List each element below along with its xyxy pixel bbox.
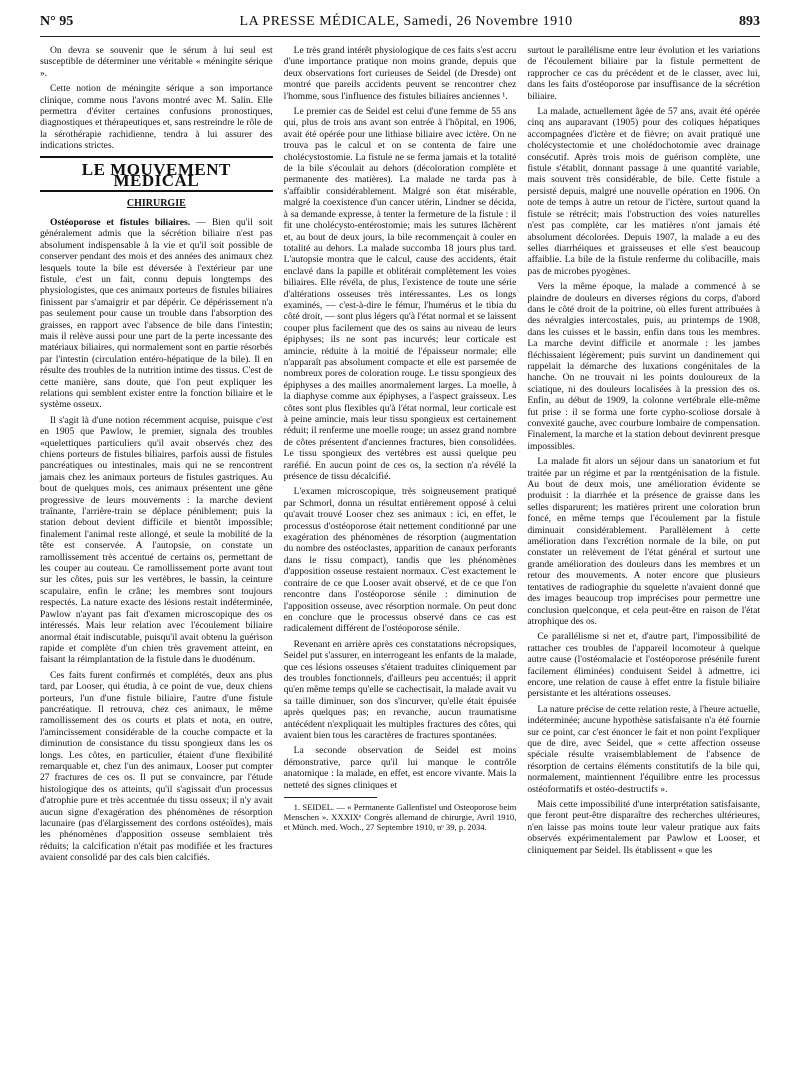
paragraph-text: — Bien qu'il soit généralement admis que la sécrétion biliaire n'est pas absolument indispensable à la vie et qu'il soit possible de conserver pendant des mois et des années des animaux chez lesquels toute la bile est déversée à l'extérieur par une fistule, c'est un fait, connu depuis longtemps des physiologistes, que ces animaux porteurs de fistules biliaires finissent par s'amaigrir et par dépérir. Ce dépérissement n'a pas seulement pour cause un trouble dans l'absorption des graisses, en rapport avec l'absence de bile dans l'intestin; mais il relève aussi pour une part de la perte incessante des matériaux biliaires, qui normalement sont en partie résorbés par l'intestin (circulation entéro-hépatique de la bile). Il en résulte des troubles de la nutrition intime des tissus. C'est de cette manière, sans doute, que l'on peut expliquer les relations qui semblent exister entre la fonction biliaire et le système osseux.: [40, 216, 273, 411]
paragraph: Il s'agit là d'une notion récemment acquise, puisque c'est en 1905 que Pawlow, le premier, signala des troubles «quelettiques particuliers qu'il avait observés chez des chiens porteurs de fistules biliaires, parfois aussi de fistules pancréatiques ou intestinales, mais qui ne se rencontrent jamais chez les animaux porteurs de fistules gastriques. Au bout de quelques mois, ces animaux présentent une gêne progressive de leurs mouvements : la marche devient traînante, l'arrière-train se déplace péniblement; puis la station debout devient difficile et bientôt impossible; finalement l'animal reste allongé, et seule la mobilité de la tête est conservée. A l'autopsie, on constate un ramollissement très accentué de certains os, permettant de les couper au couteau. Ce ramollissement porte avant tout sur les côtes, puis sur les vertèbres, le bassin, la ceinture scapulaire, enfin le crâne; les membres sont toujours respectés. La nature exacte des lésions restait indéterminée, Pawlow n'ayant pas fait d'examen microscopique des os intéressés. Mais leur relation avec l'écoulement biliaire anormal était indiscutable, puisqu'il avait obtenu la guérison rapide et complète d'un chien très gravement atteint, en faisant la réimplantation de la fistule dans le duodénum.: [40, 414, 273, 666]
paragraph: Cette notion de méningite sérique a son importance clinique, comme nous l'avons montré avec M. Salin. Elle permettra d'éviter certaines confusions pronostiques, diagnostiques et thérapeutiques et, sans restreindre le rôle de la sérothérapie rachidienne, tendra à lui assurer des indications strictes.: [40, 83, 273, 152]
journal-title: LA PRESSE MÉDICALE, Samedi, 26 Novembre 1910: [239, 14, 573, 29]
paragraph: Le premier cas de Seidel est celui d'une femme de 55 ans qui, plus de trois ans avant son entrée à l'hôpital, en 1906, avait été opérée pour une lithiase biliaire avec ictère. On ne trouva pas le calcul et on se contenta de faire une cholécystostomie. La fistule ne se ferma jamais et la totalité de la bile s'écoulait au dehors (décoloration complète et permanente des matières). La malade ne tarda pas à s'affaiblir considérablement. Malgré son état misérable, malgré la coexistence d'un cancer utérin, Lindner se décida, à sa demande expresse, à tenter la fermeture de la fistule : il fit une cholécysto-entérostomie; mais les sutures lâchèrent et, au bout de deux jours, la bile recommençait à couler en totalité au dehors. La malade succomba 18 jours plus tard. L'autopsie montra que le calcul, cause des accidents, était enclavé dans la papille et oblitérait complètement les voies biliaires. Elle révéla, de plus, l'existence de toute une série d'altérations osseuses très intéressantes. Les os longs examinés, — c'est-à-dire le fémur, l'humérus et le tibia du côté droit, — sont plus légers qu'à l'état normal et se laissent couper plus facilement que des os sains au niveau de leurs épiphyses; ils ne sont pas incurvés; leur corticale est amincie, réduite à la moitié de l'épaisseur normale; elle n'apparaît pas absolument compacte et elle est parsemée de nombreux pores de coloration rouge. Le tissu spongieux des épiphyses a des mailles anormalement larges. La moelle, à la diaphyse comme aux épiphyses, a l'aspect graisseux. Les côtes sont plus flexibles qu'à l'état normal, leur corticale est à peine amincie, mais leur tissu spongieux est certainement réduit; il renferme une moelle rouge; un assez grand nombre de côtes présentent d'anciennes fractures, bien consolidées. Le tissu spongieux des vertèbres est aussi quelque peu raréfié. En aucun point de ces os, la section n'a révélé la présence de tissu décalcifié.: [283, 106, 517, 483]
running-header: [40, 14, 760, 30]
column-2: [284, 45, 517, 868]
paragraph: La malade, actuellement âgée de 57 ans, avait été opérée cinq ans auparavant (1905) pour des coliques hépatiques accompagnées d'ictère et de fièvre; on avait pratiqué une cholécystectomie et une cholédochotomie avec drainage consécutif. Après trois mois de guérison complète, une fistule s'établit, donnant passage à une quantité variable, mais souvent très considérable, de bile. Cette fistule a persisté depuis, malgré une nouvelle opération en 1906. On note de temps à autre un retour de l'ictère, surtout quand la fistule se rétrécit; mais l'obstruction des voies naturelles n'est pas complète, car les matières n'ont jamais été absolument décolorées. Depuis 1907, la malade a eu des selles diarrhéiques et graisseuses et elle s'est beaucoup affaiblie. La bile de la fistule renferme du colibacille, mais pas de microbes pyogènes.: [527, 106, 761, 277]
column-3: [527, 45, 760, 868]
footnote-rule: [284, 797, 377, 798]
paragraph: L'examen microscopique, très soigneusement pratiqué par Schmorl, donna un résultat entièrement opposé à celui qu'avait trouvé Looser chez ses animaux : ici, en effet, le processus d'ostéoporose était nettement conditionné par une exagération des phénomènes de résorption (augmentation du nombre des ostéoclastes, apparition de canaux perforants dans le tissu compact), tandis que les phénomènes d'apposition osseuse restaient normaux. C'est exactement le contraire de ce que Looser avait observé, et de ce que l'on rencontre dans l'ostéoporose sénile : diminution de l'apposition osseuse, avec résorption normale. On peut donc en conclure que le processus observé dans ce cas est radicalement différent de l'ostéoporose sénile.: [283, 486, 517, 635]
issue-number: N° 95: [40, 14, 74, 29]
subsection-title: CHIRURGIE: [126, 198, 186, 210]
paragraph: Ce parallélisme si net et, d'autre part, l'impossibilité de rattacher ces troubles de l'appareil locomoteur à quelque autre cause (l'ostéomalacie et l'ostéoporose présénile furent facilement éliminées) conduisent Seidel à admettre, ici encore, une relation de cause à effet entre la fistule biliaire persistante et les altérations osseuses.: [527, 631, 761, 700]
paragraph: Vers la même époque, la malade a commencé à se plaindre de douleurs en diverses régions du corps, d'abord dans le côté droit de la poitrine, où elles furent attribuées à des névralgies intercostales, puis, au printemps de 1908, dans les cuisses et le bassin, enfin dans tous les membres. La marche devint difficile et anormale : les jambes fléchissaient légèrement; puis survint un dandinement qui rappelait la démarche des luxations congénitales de la hanche. On ne trouvait ni les points douloureux de la sciatique, ni des douleurs localisées à la pression des os. Enfin, au début de 1909, la colonne vertébrale elle-même fut prise : il se forma une forte cypho-scoliose dorsale à convexité gauche, avec courbure lombaire de compensation. Finalement, la marche et la station debout devinrent presque impossibles.: [527, 281, 761, 452]
paragraph: On devra se souvenir que le sérum à lui seul est susceptible de déterminer une véritable « méningite sérique ».: [40, 45, 273, 79]
column-1: [40, 45, 273, 868]
text-columns: [40, 45, 760, 868]
article-runin-title: Ostéoporose et fistules biliaires.: [50, 216, 191, 228]
header-rule: [40, 36, 760, 37]
paragraph: Le très grand intérêt physiologique de ces faits s'est accru d'une importance pratique non moins grande, depuis que deux observations fort curieuses de Seidel (de Dresde) ont montré que pareils accidents peuvent se rencontrer chez l'homme, sous l'influence des fistules biliaires anciennes ¹.: [283, 45, 517, 102]
footnote: 1. SEIDEL. — « Permanente Gallenfistel und Osteoporose beim Menschen ». XXXIXᵉ Congrès allemand de chirurgie, Avril 1910, et Münch. med. Woch., 27 Septembre 1910, nᵒ 39, p. 2034.: [283, 802, 517, 832]
paragraph: Ces faits furent confirmés et complétés, deux ans plus tard, par Looser, qui étudia, à ce point de vue, deux chiens porteurs, l'un d'une fistule biliaire, l'autre d'une fistule pancréatique. Il retrouva, chez ces animaux, le même ramollissement des os courts et plats et nota, en outre, l'amincissement considérable de la couche compacte et la diminution de consistance du tissu spongieux dans les os longs. Les côtes, en particulier, étaient d'une flexibilité remarquable et, chez l'un des animaux, Looser put compter 27 fractures de ces os. Il put se convaincre, par l'étude histologique des os atteints, qu'il s'agissait d'un processus d'atrophie pure et très accentuée du tissu osseux; il n'y avait aucun signe d'exagération des phénomènes de résorption lacunaire (pas d'élargissement des cordons ostéoïdes), mais les phénomènes d'apposition osseuse semblaient très réduits; la calcification n'était pas modifiée et les fractures avaient consolidé par des cals bien calcifiés.: [40, 669, 273, 864]
paragraph: Mais cette impossibilité d'une interprétation satisfaisante, que feront peut-être disparaître des recherches ultérieures, n'en laisse pas moins toute leur valeur pratique aux faits observés expérimentalement par Pawlow et Looser, et cliniquement par Seidel. Ils établissent « que les: [527, 799, 761, 856]
paragraph: Revenant en arrière après ces constatations nécropsiques, Seidel put s'assurer, en interrogeant les enfants de la malade, que ces lésions osseuses s'étaient traduites cliniquement par des troubles fonctionnels, d'ailleurs peu accentués; il apprit qu'en même temps qu'elle se cachectisait, la malade avait vu sa taille diminuer, son dos s'incurver, qu'elle était épuisée après quelques pas; en revanche, aucun traumatisme antécédent n'expliquait les multiples fractures des côtes, qui avaient bien tous les caractères de fractures spontanées.: [283, 638, 517, 741]
paragraph: La malade fit alors un séjour dans un sanatorium et fut traitée par un régime et par la rœntgénisation de la fistule. Au bout de deux mois, une amélioration évidente se produisit : la diarrhée et la présence de graisse dans les selles disparurent; les matières prirent une coloration brun foncé, en même temps que l'écoulement par la fistule diminuait considérablement. Parallèlement à cette amélioration dans l'excrétion normale de la bile, on put constater un relèvement de l'état général et surtout une grande amélioration des douleurs dans les membres et un retour des mouvements. A noter encore que plusieurs tentatives de radiographie du squelette n'avaient donné que des images beaucoup trop imprécises pour permettre une conclusion quelconque, et cela peut-être en raison de l'état atrophique des os.: [527, 456, 761, 627]
section-banner: [40, 156, 273, 193]
paragraph: surtout le parallélisme entre leur évolution et les variations de l'écoulement biliaire par la fistule permettent de rapprocher ce cas du précédent et de le classer, avec lui, dans les faits d'ostéoporose par insuffisance de la sécrétion biliaire.: [527, 45, 761, 102]
paragraph: La nature précise de cette relation reste, à l'heure actuelle, indéterminée; aucune hypothèse satisfaisante n'a été fournie sur ce point, car c'est énoncer le fait et non point l'expliquer que de dire, avec Seidel, que « cette affection osseuse spéciale résulte vraisemblablement de l'absence de résorption de certains éléments constitutifs de la bile qui, normalement, maintiennent l'équilibre entre les processus ostéoformatifs et ostéo-destructifs ».: [527, 703, 761, 795]
paragraph: La seconde observation de Seidel est moins démonstrative, parce qu'il lui manque le contrôle anatomique : la malade, en effet, est encore vivante. Mais la netteté des signes cliniques et: [283, 745, 517, 791]
paragraph: [40, 217, 273, 411]
page-number: 893: [738, 14, 760, 29]
section-title: LE MOUVEMENT MÉDICAL: [81, 159, 231, 191]
